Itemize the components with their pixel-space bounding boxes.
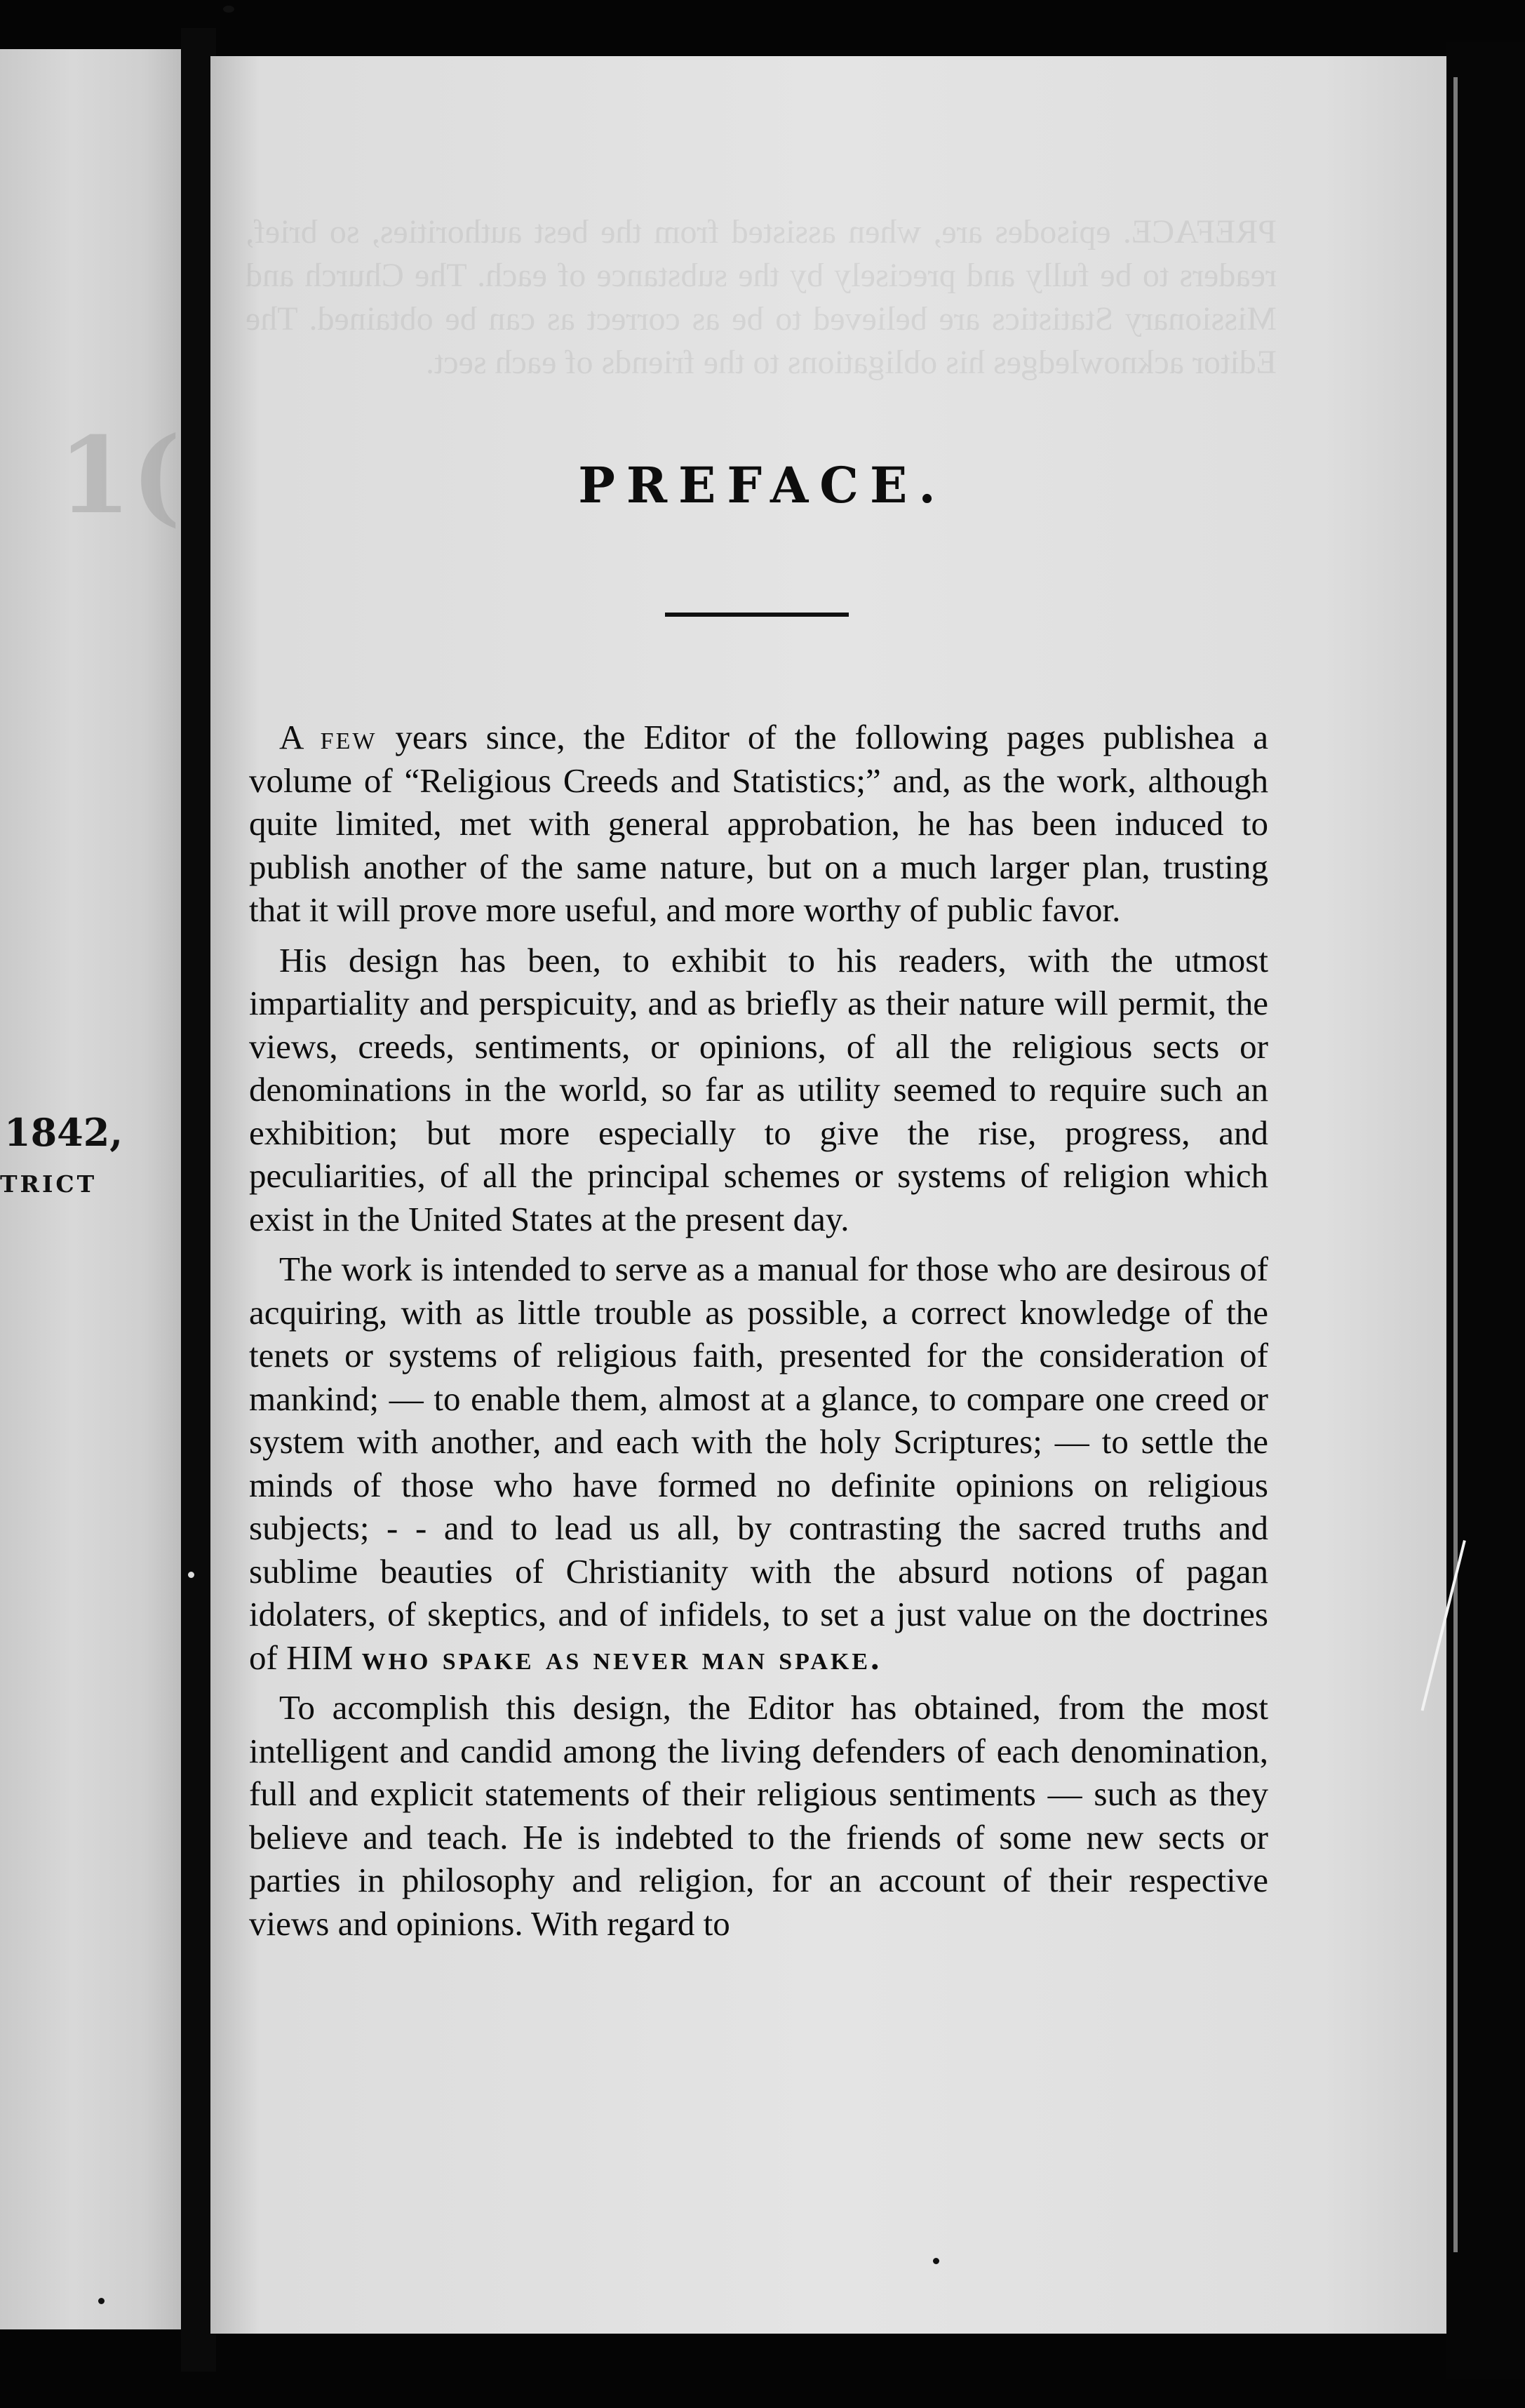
previous-page-word-fragment: TRICT: [0, 1170, 98, 1198]
paragraph-3-smallcaps-tail: who spake as never man spake.: [361, 1638, 882, 1677]
page-title: PREFACE.: [578, 456, 947, 514]
paragraph-2-text: His design has been, to exhibit to his readers, with the utmost impartiality and perspicuity, and as briefly as their nature will permit, the views, creeds, sentiments, or opinions, of all the religious sects or denominations in the world, so far as utility seemed to require such an exhibition; but more especially to give the rise, progress, and peculiarities, of all the principal schemes or systems of religion which exist in the United States at the present day.: [249, 940, 1268, 1238]
paragraph-1-text: years since, the Editor of the following pages publishea a volume of “Religious Creeds and Statistics;” and, as the work, although quite limited, met with general approbation, he has been induced to publish another of the same nature, but on a much larger plan, trusting that it will prove more useful, and more worthy of public favor.: [249, 718, 1269, 929]
previous-page-edge: [0, 49, 181, 2329]
ink-speck: [98, 2298, 105, 2304]
title-rule: [665, 613, 849, 617]
right-page-edge-line: [1453, 77, 1458, 2252]
previous-page-year-fragment: 1842,: [4, 1110, 123, 1155]
paragraph-3: [249, 1248, 1268, 1679]
ink-speck: [933, 2258, 939, 2264]
paragraph-4: [249, 1686, 1268, 1945]
paragraph-2: [249, 939, 1268, 1241]
paragraph-1-lead: A: [279, 718, 321, 756]
paragraph-3-text: The work is intended to serve as a manual for those who are desirous of acquiring, with as little trouble as possible, a correct knowledge of the tenets or systems of religious faith, presented for the consideration of mankind; — to enable them, almost at a glance, to compare one creed or system with another, and each with the holy Scriptures; — to settle the minds of those who have formed no definite opinions on religious subjects; - - and to lead us all, by contrasting the sacred truths and sublime beauties of Christianity with the absurd notions of pagan idolaters, of skeptics, and of infidels, to set a just value on the doctrines of HIM: [249, 1250, 1268, 1677]
bleed-through-text: PREFACE. episodes are, when assisted from the best authorities, so brief, readers to be fully and precisely by the substance of each. The Church and Missionary Statistics are believed to be as correct as can be obtained. The Editor acknowledges his obligations to the friends of each sect.: [246, 213, 1277, 381]
ink-speck: [223, 6, 234, 13]
paragraph-1-smallcaps: few: [320, 718, 377, 756]
paragraph-4-text: To accomplish this design, the Editor has obtained, from the most intelligent and candid among the living defenders of each denomination, full and explicit statements of their religious sentiments — such as they believe and teach. He is indebted to the friends of some new sects or parties in philosophy and religion, for an account of their respective views and opinions. With regard to: [249, 1688, 1268, 1943]
paragraph-1: [249, 716, 1268, 932]
right-page-edge: [1446, 42, 1525, 2379]
previous-page-ghost-glyph: 1(: [58, 414, 181, 537]
preface-body: [249, 716, 1268, 1952]
ink-speck: [188, 1572, 194, 1578]
